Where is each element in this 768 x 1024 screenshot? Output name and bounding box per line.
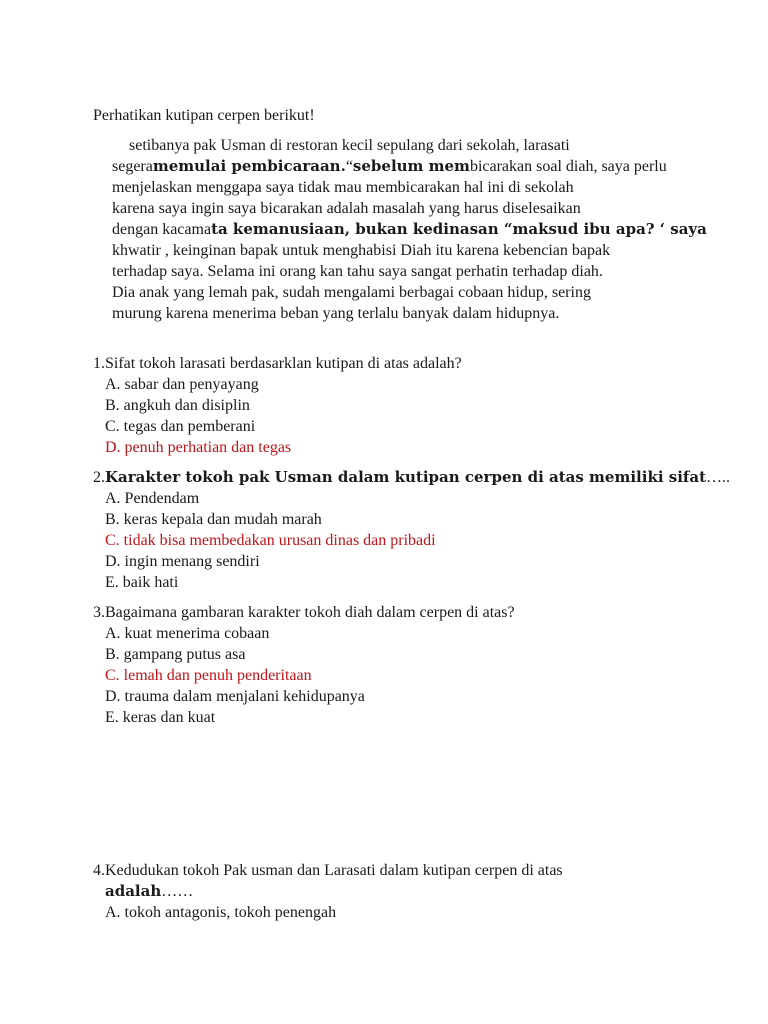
passage-line: Dia anak yang lemah pak, sudah mengalami berbagai cobaan hidup, sering — [112, 284, 591, 301]
question-bold-text: Karakter tokoh pak Usman dalam kutipan cerpen di atas memiliki sifat — [105, 468, 706, 486]
question-3 — [93, 602, 515, 728]
passage-line: terhadap saya. Selama ini orang kan tahu saya sangat perhatin terhadap diah. — [112, 263, 603, 280]
question-stem: 1.Sifat tokoh larasati berdasarklan kutipan di atas adalah? — [93, 355, 462, 372]
question-1 — [93, 353, 462, 458]
option-d: D. trauma dalam menjalani kehidupanya — [105, 688, 365, 705]
option-b: B. gampang putus asa — [105, 646, 246, 663]
question-stem: 3.Bagaimana gambaran karakter tokoh diah dalam cerpen di atas? — [93, 604, 515, 621]
question-stem-continuation — [93, 881, 563, 902]
passage-segment: bicarakan soal diah, saya perlu — [469, 158, 667, 175]
option-e: E. baik hati — [105, 574, 179, 591]
passage-line: menjelaskan menggapa saya tidak mau membicarakan hal ini di sekolah — [112, 179, 574, 196]
question-number: 2. — [93, 469, 105, 486]
option-a: A. tokoh antagonis, tokoh penengah — [105, 904, 337, 921]
option-c-answer: C. lemah dan penuh penderitaan — [105, 667, 312, 684]
passage-bold-segment: ta kemanusiaan, bukan kedinasan “maksud ibu apa? ‘ saya — [211, 220, 707, 238]
passage-line: khwatir , keinginan bapak untuk menghabisi Diah itu karena kebencian bapak — [112, 242, 611, 259]
passage-line: karena saya ingin saya bicarakan adalah masalah yang harus diselesaikan — [112, 200, 581, 217]
option-list — [93, 623, 515, 728]
option-a: A. sabar dan penyayang — [105, 376, 259, 393]
passage-bold-segment: memulai pembicaraan. — [152, 157, 346, 175]
passage-segment: “ — [345, 158, 353, 175]
option-b: B. keras kepala dan mudah marah — [105, 511, 322, 528]
option-list — [93, 902, 563, 923]
option-list — [93, 488, 730, 593]
option-c: C. tegas dan pemberani — [105, 418, 256, 435]
question-stem — [93, 467, 730, 488]
option-d: D. ingin menang sendiri — [105, 553, 260, 570]
option-list — [93, 374, 462, 458]
option-e: E. keras dan kuat — [105, 709, 216, 726]
question-2 — [93, 467, 730, 593]
option-a: A. Pendendam — [105, 490, 200, 507]
option-b: B. angkuh dan disiplin — [105, 397, 250, 414]
question-stem: 4.Kedudukan tokoh Pak usman dan Larasati dalam kutipan cerpen di atas — [93, 862, 563, 879]
story-excerpt — [112, 135, 707, 324]
passage-line — [112, 156, 672, 177]
passage-line: murung karena menerima beban yang terlalu banyak dalam hidupnya. — [112, 305, 560, 322]
passage-segment: segera — [112, 158, 153, 175]
option-a: A. kuat menerima cobaan — [105, 625, 270, 642]
question-4 — [93, 860, 563, 923]
option-c-answer: C. tidak bisa membedakan urusan dinas dan pribadi — [105, 532, 436, 549]
passage-bold-segment: sebelum mem — [352, 157, 470, 175]
passage-line: setibanya pak Usman di restoran kecil sepulang dari sekolah, larasati — [129, 137, 570, 154]
instruction-text: Perhatikan kutipan cerpen berikut! — [93, 107, 315, 124]
passage-segment: dengan kacama — [112, 221, 212, 238]
question-ellipsis: …… — [161, 883, 194, 900]
option-d-answer: D. penuh perhatian dan tegas — [105, 439, 292, 456]
question-bold-text: adalah — [105, 882, 162, 900]
passage-line — [112, 219, 707, 240]
question-ellipsis: ….. — [706, 469, 730, 486]
